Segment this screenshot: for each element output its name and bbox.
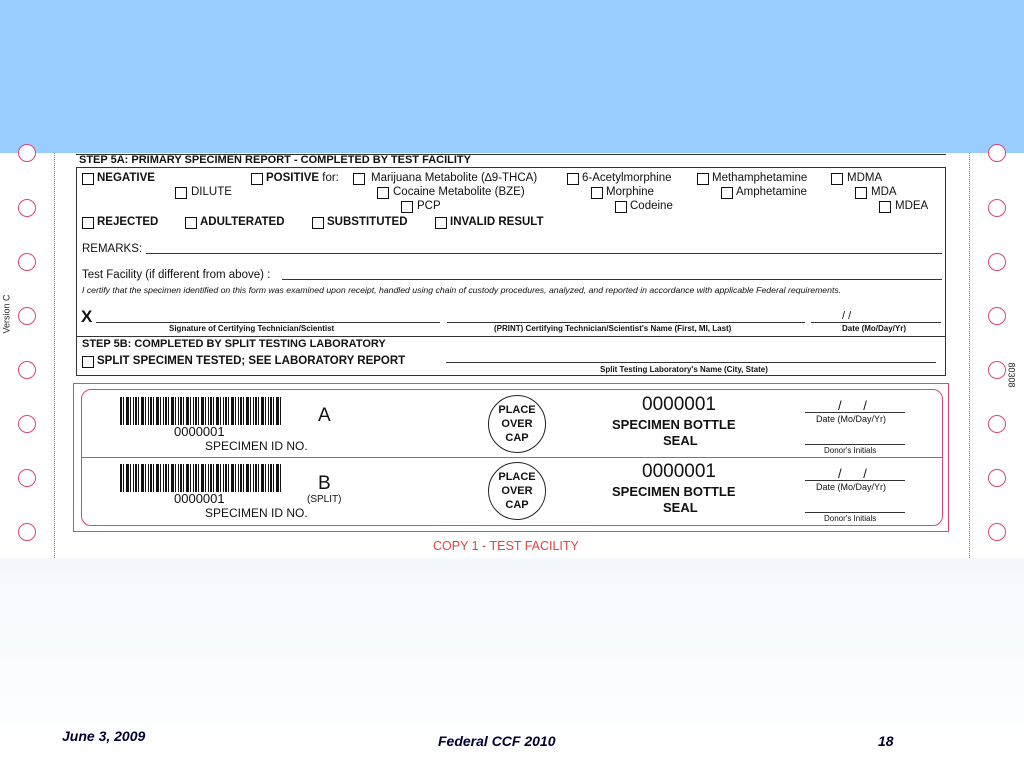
pcp-label: PCP <box>417 200 441 212</box>
date-slashes: / / <box>842 310 852 322</box>
amphetamine-checkbox[interactable] <box>721 187 733 199</box>
mdea-checkbox[interactable] <box>879 201 891 213</box>
pcp-checkbox[interactable] <box>401 201 413 213</box>
seal-line1-a: SPECIMEN BOTTLE <box>612 417 736 432</box>
mda-checkbox[interactable] <box>855 187 867 199</box>
signature-x-mark: X <box>81 307 93 326</box>
substituted-checkbox[interactable] <box>312 217 324 229</box>
mdma-checkbox[interactable] <box>831 173 843 185</box>
seal-date-label-b: Date (Mo/Day/Yr) <box>816 482 887 492</box>
label-divider <box>81 457 943 458</box>
codeine-checkbox[interactable] <box>615 201 627 213</box>
initials-label-b: Donor's Initials <box>824 514 877 523</box>
split-tested-checkbox[interactable] <box>82 356 94 368</box>
signature-line[interactable] <box>96 322 440 323</box>
tractor-hole <box>988 199 1006 217</box>
methamphetamine-checkbox[interactable] <box>697 173 709 185</box>
split-lab-line[interactable] <box>446 362 936 363</box>
adulterated-label: ADULTERATED <box>200 216 285 228</box>
split-sub-label-b: (SPLIT) <box>307 494 342 505</box>
footer-title: Federal CCF 2010 <box>438 733 556 749</box>
tractor-hole <box>988 469 1006 487</box>
rejected-label: REJECTED <box>97 216 159 228</box>
seal-number-b: 0000001 <box>642 461 716 482</box>
footer-date: June 3, 2009 <box>62 728 146 744</box>
copy-label: COPY 1 - TEST FACILITY <box>433 539 579 553</box>
tractor-hole <box>18 469 36 487</box>
seal-number-a: 0000001 <box>642 394 716 415</box>
cap-text-b: PLACE OVER CAP <box>498 471 536 511</box>
dilute-label: DILUTE <box>191 186 232 198</box>
barcode-b <box>120 464 282 492</box>
morphine-label: Morphine <box>606 186 654 198</box>
tractor-hole <box>18 199 36 217</box>
methamphetamine-label: Methamphetamine <box>712 172 808 184</box>
remarks-line[interactable] <box>146 253 942 254</box>
seal-line2-a: SEAL <box>663 433 698 448</box>
thc-checkbox[interactable] <box>353 173 365 185</box>
tractor-hole <box>18 415 36 433</box>
initials-line-b[interactable] <box>805 512 905 513</box>
invalid-result-label: INVALID RESULT <box>450 216 544 228</box>
form-number: 80308 <box>1006 362 1017 388</box>
version-label: Version C <box>1 294 12 334</box>
rejected-checkbox[interactable] <box>82 217 94 229</box>
tractor-hole <box>988 415 1006 433</box>
step5a-heading: STEP 5A: PRIMARY SPECIMEN REPORT - COMPLETED BY TEST FACILITY <box>79 154 471 166</box>
specimen-id-b: 0000001 <box>174 491 225 506</box>
acetylmorphine-checkbox[interactable] <box>567 173 579 185</box>
dilute-checkbox[interactable] <box>175 187 187 199</box>
label-letter-a: A <box>318 405 331 426</box>
codeine-label: Codeine <box>630 200 673 212</box>
tractor-hole <box>988 307 1006 325</box>
label-letter-b: B <box>318 473 331 494</box>
mdma-label: MDMA <box>847 172 883 184</box>
specimen-id-label-a: SPECIMEN ID NO. <box>205 439 308 453</box>
barcode-a <box>120 397 282 425</box>
date-caption: Date (Mo/Day/Yr) <box>842 324 907 333</box>
date-slash-b: / / <box>838 466 867 481</box>
split-lab-caption: Split Testing Laboratory's Name (City, State) <box>600 365 768 374</box>
tractor-hole <box>18 361 36 379</box>
tractor-hole <box>988 144 1006 162</box>
substituted-label: SUBSTITUTED <box>327 216 408 228</box>
negative-checkbox[interactable] <box>82 173 94 185</box>
left-perforation <box>54 153 55 558</box>
acetylmorphine-label: 6-Acetylmorphine <box>582 172 672 184</box>
initials-label-a: Donor's Initials <box>824 446 877 455</box>
split-tested-label: SPLIT SPECIMEN TESTED; SEE LABORATORY REPORT <box>97 355 406 367</box>
tractor-hole <box>18 144 36 162</box>
specimen-id-label-b: SPECIMEN ID NO. <box>205 506 308 520</box>
remarks-label: REMARKS: <box>82 243 143 255</box>
adulterated-checkbox[interactable] <box>185 217 197 229</box>
seal-date-label-a: Date (Mo/Day/Yr) <box>816 414 887 424</box>
initials-line-a[interactable] <box>805 444 905 445</box>
tractor-hole <box>988 361 1006 379</box>
tractor-hole <box>18 523 36 541</box>
certification-text: I certify that the specimen identified on this form was examined upon receipt, handled using chain of custody procedures, analyzed, and reported in accordance with applicable Federal requirements. <box>82 285 842 295</box>
invalid-result-checkbox[interactable] <box>435 217 447 229</box>
right-perforation <box>969 153 970 558</box>
print-name-caption: (PRINT) Certifying Technician/Scientist's Name (First, MI, Last) <box>494 324 732 333</box>
thc-label: Marijuana Metabolite (∆9-THCA) <box>371 172 538 184</box>
mdea-label: MDEA <box>895 200 929 212</box>
amphetamine-label: Amphetamine <box>736 186 807 198</box>
morphine-checkbox[interactable] <box>591 187 603 199</box>
cocaine-checkbox[interactable] <box>377 187 389 199</box>
tractor-hole <box>988 523 1006 541</box>
negative-label: NEGATIVE <box>97 172 155 184</box>
cap-text-a: PLACE OVER CAP <box>498 404 536 444</box>
tractor-hole <box>988 253 1006 271</box>
mda-label: MDA <box>871 186 897 198</box>
step5b-heading: STEP 5B: COMPLETED BY SPLIT TESTING LABORATORY <box>82 338 386 350</box>
date-line[interactable] <box>811 322 941 323</box>
positive-checkbox[interactable] <box>251 173 263 185</box>
tractor-hole <box>18 253 36 271</box>
signature-caption: Signature of Certifying Technician/Scientist <box>169 324 335 333</box>
seal-line2-b: SEAL <box>663 500 698 515</box>
specimen-id-a: 0000001 <box>174 424 225 439</box>
test-facility-line[interactable] <box>282 279 942 280</box>
print-name-line[interactable] <box>447 322 805 323</box>
cocaine-label: Cocaine Metabolite (BZE) <box>393 186 525 198</box>
slide-number: 18 <box>878 733 894 749</box>
tractor-hole <box>18 307 36 325</box>
test-facility-label: Test Facility (if different from above) : <box>82 269 271 281</box>
positive-label: POSITIVE for: <box>266 172 339 184</box>
header-band <box>0 0 1024 153</box>
date-slash-a: / / <box>838 398 867 413</box>
seal-line1-b: SPECIMEN BOTTLE <box>612 484 736 499</box>
